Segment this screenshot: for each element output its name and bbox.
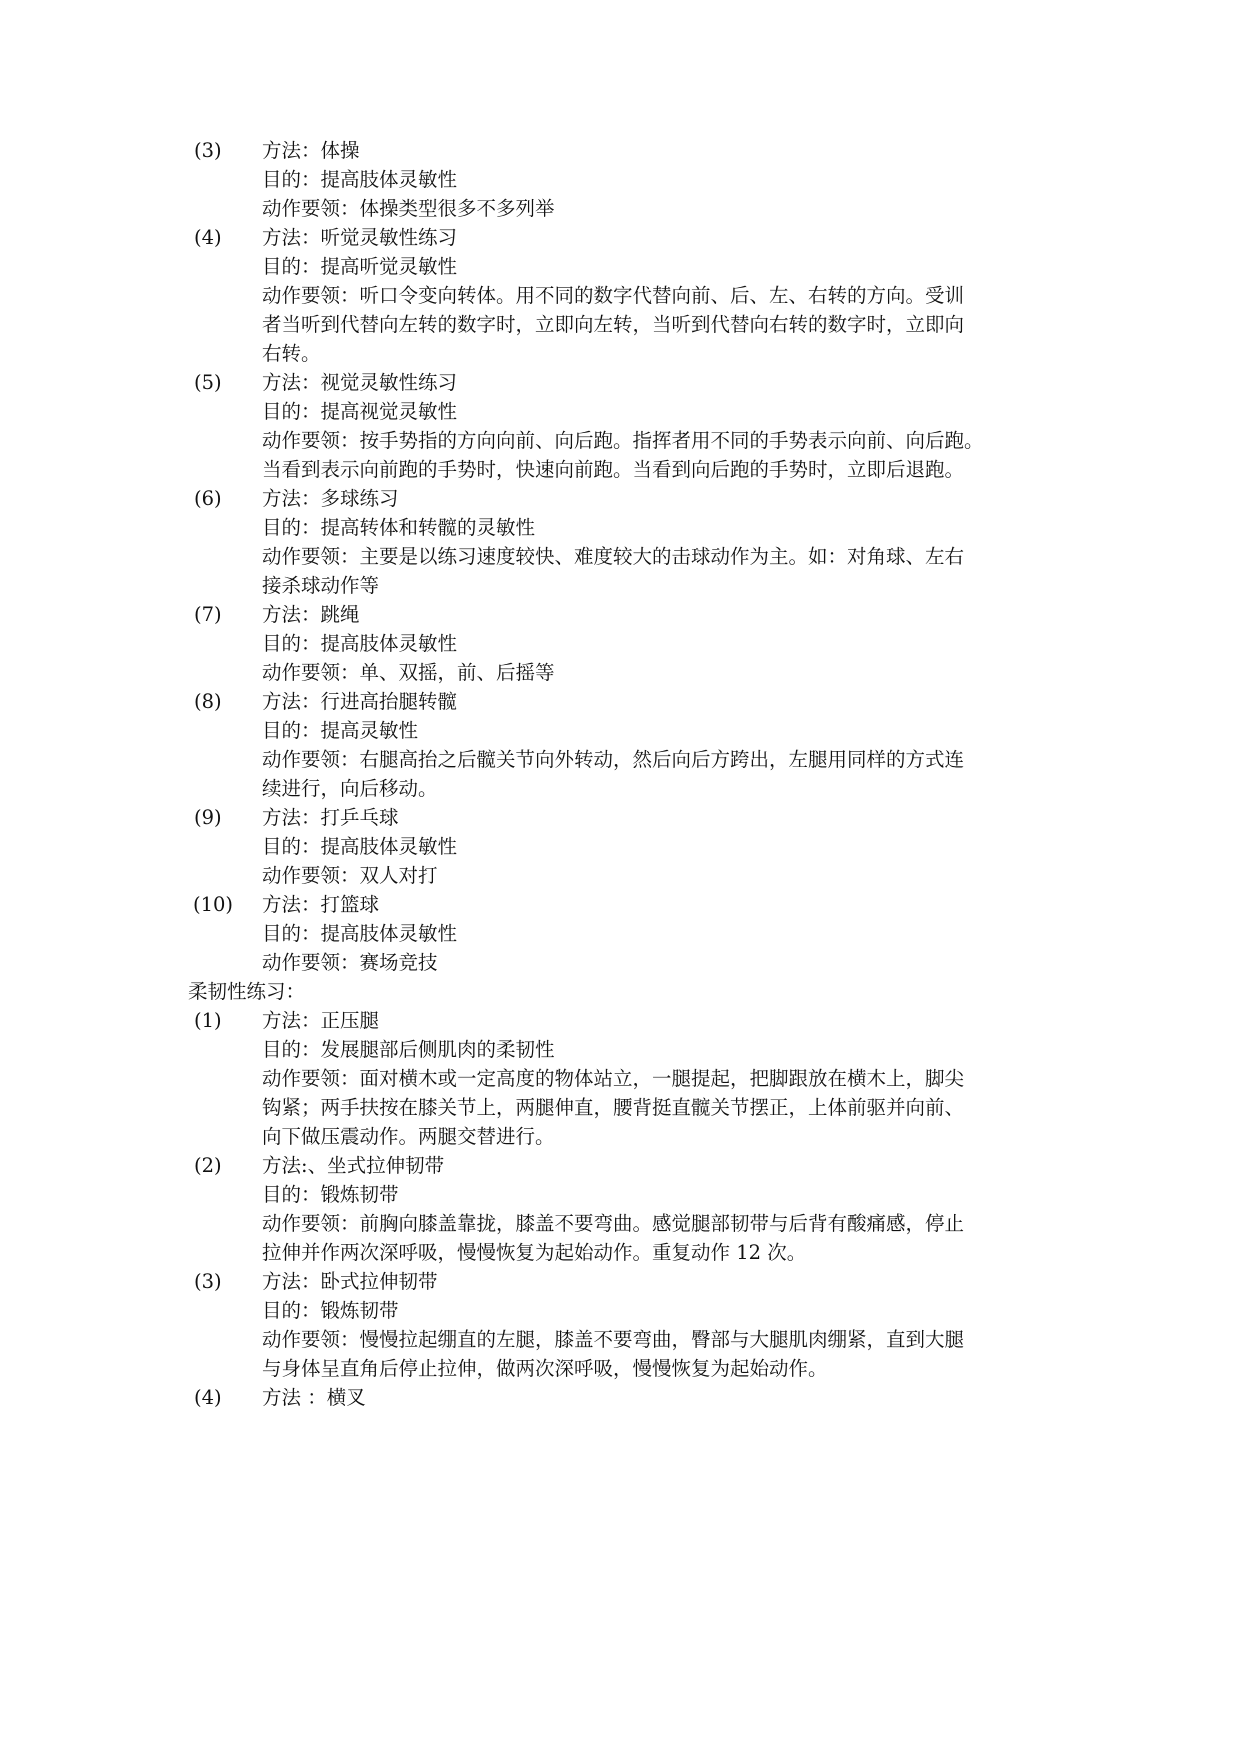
item-method: 方法：体操 [262, 139, 360, 162]
item-purpose: 目的：锻炼韧带 [262, 1299, 399, 1322]
item-purpose: 目的：提高肢体灵敏性 [262, 632, 458, 655]
item-number: (1) [194, 1009, 222, 1032]
item-action: 者当听到代替向左转的数字时，立即向左转，当听到代替向右转的数字时，立即向 [262, 313, 965, 336]
item-action: 动作要领：双人对打 [262, 864, 438, 887]
item-action: 接杀球动作等 [262, 574, 380, 597]
item-purpose: 目的：发展腿部后侧肌肉的柔韧性 [262, 1038, 555, 1061]
item-action: 动作要领：单、双摇，前、后摇等 [262, 661, 555, 684]
item-action: 钩紧；两手扶按在膝关节上，两腿伸直，腰背挺直髋关节摆正，上体前驱并向前、 [262, 1096, 965, 1119]
item-number: (6) [194, 487, 222, 510]
item-action: 与身体呈直角后停止拉伸，做两次深呼吸，慢慢恢复为起始动作。 [262, 1357, 828, 1380]
item-method: 方法：打篮球 [262, 893, 380, 916]
item-number: (3) [194, 139, 222, 162]
section-heading: 柔韧性练习： [188, 980, 306, 1003]
item-method: 方法：听觉灵敏性练习 [262, 226, 458, 249]
item-number: (8) [194, 690, 222, 713]
item-action: 当看到表示向前跑的手势时，快速向前跑。当看到向后跑的手势时，立即后退跑。 [262, 458, 965, 481]
item-purpose: 目的：提高肢体灵敏性 [262, 168, 458, 191]
item-action: 动作要领：前胸向膝盖靠拢，膝盖不要弯曲。感觉腿部韧带与后背有酸痛感，停止 [262, 1212, 965, 1235]
item-number: (4) [194, 1386, 222, 1409]
item-method: 方法 ：横叉 [262, 1386, 366, 1409]
item-number: (10) [193, 893, 234, 916]
item-action: 动作要领：体操类型很多不多列举 [262, 197, 555, 220]
item-method: 方法：视觉灵敏性练习 [262, 371, 458, 394]
item-action: 动作要领：按手势指的方向向前、向后跑。指挥者用不同的手势表示向前、向后跑。 [262, 429, 984, 452]
item-action: 动作要领：听口令变向转体。用不同的数字代替向前、后、左、右转的方向。受训 [262, 284, 965, 307]
item-purpose: 目的：提高肢体灵敏性 [262, 922, 458, 945]
item-method: 方法:、坐式拉伸韧带 [262, 1154, 445, 1177]
item-action: 右转。 [262, 342, 321, 365]
item-action: 续进行，向后移动。 [262, 777, 438, 800]
item-action: 动作要领：主要是以练习速度较快、难度较大的击球动作为主。如：对角球、左右 [262, 545, 965, 568]
item-number: (5) [194, 371, 222, 394]
item-method: 方法：正压腿 [262, 1009, 380, 1032]
item-action: 动作要领：面对横木或一定高度的物体站立，一腿提起，把脚跟放在横木上，脚尖 [262, 1067, 965, 1090]
item-purpose: 目的：提高转体和转髋的灵敏性 [262, 516, 536, 539]
item-method: 方法：卧式拉伸韧带 [262, 1270, 438, 1293]
item-purpose: 目的：提高灵敏性 [262, 719, 419, 742]
item-number: (9) [194, 806, 222, 829]
item-action: 拉伸并作两次深呼吸，慢慢恢复为起始动作。重复动作 12 次。 [262, 1241, 807, 1264]
item-method: 方法：跳绳 [262, 603, 360, 626]
item-number: (3) [194, 1270, 222, 1293]
item-action: 动作要领：慢慢拉起绷直的左腿，膝盖不要弯曲，臀部与大腿肌肉绷紧，直到大腿 [262, 1328, 965, 1351]
item-action: 动作要领：赛场竞技 [262, 951, 438, 974]
item-purpose: 目的：锻炼韧带 [262, 1183, 399, 1206]
item-purpose: 目的：提高听觉灵敏性 [262, 255, 458, 278]
item-action: 动作要领：右腿高抬之后髋关节向外转动，然后向后方跨出，左腿用同样的方式连 [262, 748, 965, 771]
item-method: 方法：打乒乓球 [262, 806, 399, 829]
item-number: (4) [194, 226, 222, 249]
item-number: (7) [194, 603, 222, 626]
item-purpose: 目的：提高肢体灵敏性 [262, 835, 458, 858]
item-purpose: 目的：提高视觉灵敏性 [262, 400, 458, 423]
item-method: 方法：多球练习 [262, 487, 399, 510]
item-method: 方法：行进高抬腿转髋 [262, 690, 458, 713]
item-number: (2) [194, 1154, 222, 1177]
item-action: 向下做压震动作。两腿交替进行。 [262, 1125, 555, 1148]
